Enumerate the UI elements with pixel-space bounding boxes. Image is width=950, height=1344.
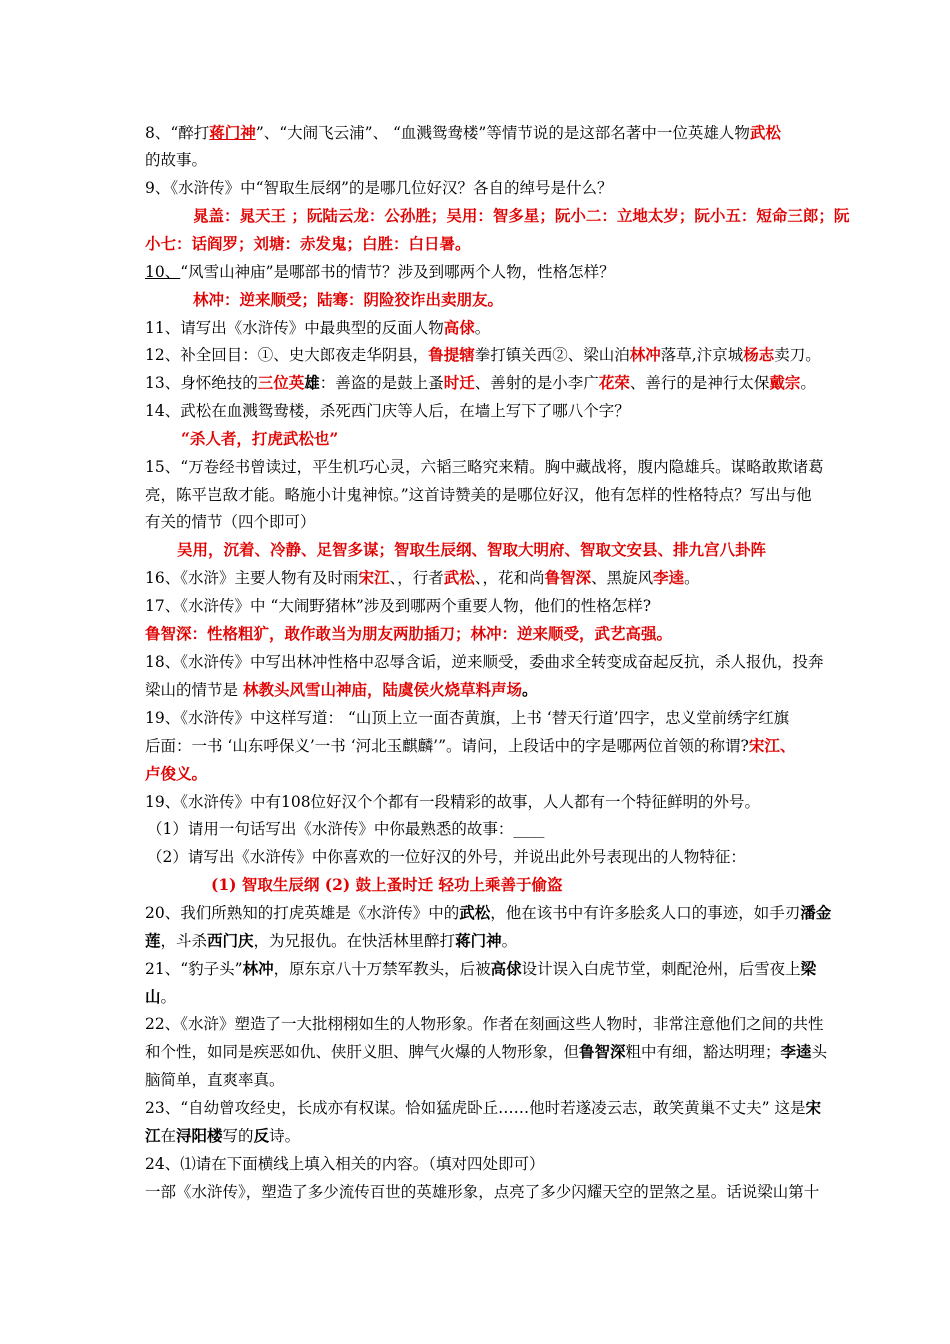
text-line — [193, 202, 905, 230]
answer-text: 杨志 — [743, 345, 775, 364]
text-segment: 24、⑴请在下面横线上填入相关的内容。（填对四处即可） — [145, 1155, 545, 1173]
text-line — [145, 1066, 905, 1094]
text-segment: 21、“豹子头” — [145, 960, 243, 978]
text-segment: 17、《水浒传》中 “大闹野猪林”涉及到哪两个重要人物，他们的性格怎样? — [145, 597, 652, 615]
text-line — [211, 871, 905, 899]
answer-text: 高俅 — [443, 318, 475, 337]
answer-text: 李逵 — [653, 568, 685, 587]
text-line — [147, 843, 905, 871]
answer-text: 花荣 — [598, 373, 630, 392]
text-line — [181, 425, 905, 453]
answer-text: 鲁智深 — [544, 568, 592, 587]
text-segment: 鲁智深 — [579, 1042, 626, 1061]
text-line — [145, 760, 905, 788]
text-segment: 12、补全回目：①、史大郎夜走华阴县， — [145, 346, 429, 364]
answer-text: 蒋门神 — [209, 123, 256, 142]
text-segment: 写的 — [222, 1127, 254, 1145]
text-segment: 在 — [160, 1127, 177, 1145]
text-line — [145, 230, 905, 258]
text-line — [145, 369, 905, 397]
text-line — [145, 620, 905, 648]
text-line — [145, 648, 905, 676]
answer-text: 武松 — [443, 568, 475, 587]
text-line — [145, 899, 905, 927]
text-segment: 潘金 — [800, 903, 832, 922]
text-segment: 拳打镇关西②、梁山泊 — [474, 346, 630, 364]
text-segment: 莲 — [145, 931, 161, 950]
text-segment: 高俅 — [490, 959, 522, 978]
text-line — [147, 815, 905, 843]
answer-text: 林冲：逆来顺受；陆骞：阴险狡诈出卖朋友。 — [193, 290, 504, 309]
text-segment: 头 — [811, 1043, 828, 1061]
text-segment: 16、《水浒》主要人物有及时雨 — [145, 569, 359, 587]
text-segment: 、善射的是小李广 — [474, 374, 599, 392]
answer-text: 三位英 — [257, 373, 305, 392]
answer-text: 鲁智深：性格粗犷，敢作敢当为朋友两肋插刀；林冲：逆来顺受，武艺高强。 — [145, 624, 673, 643]
text-segment: 9、《水浒传》中“智取生辰纲”的是哪几位好汉？各自的绰号是什么？ — [145, 179, 613, 197]
text-segment: 蒋门神 — [455, 931, 502, 950]
text-segment: 粗中有细，豁达明理； — [625, 1043, 781, 1061]
answer-text: 卢俊义。 — [145, 764, 208, 783]
text-segment: 23、“自幼曾攻经史，长成亦有权谋。恰如猛虎卧丘……他时若遂凌云志，敢笑黄巢不丈夫” 这是 — [145, 1099, 806, 1117]
text-segment: 19、《水浒传》中有108位好汉个个都有一段精彩的故事，人人都有一个特征鲜明的外号。 — [145, 793, 761, 811]
text-segment: 脑简单，直爽率真。 — [145, 1071, 285, 1089]
text-line — [145, 1094, 905, 1122]
text-line — [145, 397, 905, 425]
text-line — [145, 314, 905, 342]
text-segment: 、善行的是神行太保 — [629, 374, 770, 392]
text-segment: 10、 — [145, 263, 181, 281]
text-segment: 8、“醉打 — [145, 124, 210, 142]
text-segment: （2）请写出《水浒传》中你喜欢的一位好汉的外号，并说出此外号表现出的人物特征： — [147, 848, 746, 866]
text-line — [145, 592, 905, 620]
text-line — [145, 119, 905, 147]
text-line — [145, 983, 905, 1011]
text-segment: ”、“大闹飞云浦”、 “血溅鸳鸯楼”等情节说的是这部名著中一位英雄人物 — [255, 124, 750, 142]
text-segment: 落草,汴京城 — [660, 346, 744, 364]
text-segment: 有关的情节（四个即可） — [145, 513, 316, 531]
text-segment: 14、武松在血溅鸳鸯楼，杀死西门庆等人后，在墙上写下了哪八个字？ — [145, 402, 630, 420]
text-segment: （1）请用一句话写出《水浒传》中你最熟悉的故事：____ — [147, 820, 545, 838]
text-segment: 和个性，如同是疾恶如仇、侠肝义胆、脾气火爆的人物形象，但 — [145, 1043, 580, 1061]
text-segment: 宋 — [805, 1098, 822, 1117]
text-line — [145, 341, 905, 369]
text-segment: 18、《水浒传》中写出林冲性格中忍辱含诟，逆来顺受，委曲求全转变成奋起反抗，杀人报仇，投奔 — [145, 653, 824, 671]
text-segment: 西门庆 — [207, 931, 254, 950]
text-segment: 19、《水浒传》中这样写道： “山顶上立一面杏黄旗，上书 ‘替天行道’四字，忠义堂前绣字红旗 — [145, 709, 790, 727]
text-segment: 诗。 — [269, 1127, 301, 1145]
text-segment: 11、请写出《水浒传》中最典型的反面人物 — [145, 319, 444, 337]
text-line — [145, 481, 905, 509]
text-segment: 13、身怀绝技的 — [145, 374, 258, 392]
text-segment: 梁山的情节是 — [145, 681, 243, 699]
text-line — [145, 564, 905, 592]
text-segment: 后面：一书 ‘山东呼保义’一书 ‘河北玉麒麟’”。请问，上段话中的字是哪两位首领的称谓? — [145, 737, 749, 755]
text-segment: 、，行者 — [389, 569, 444, 587]
text-line — [145, 453, 905, 481]
text-line — [145, 146, 905, 174]
text-segment: 李逵 — [780, 1042, 812, 1061]
text-line — [145, 927, 905, 955]
text-line — [145, 788, 905, 816]
text-segment: ，为兄报仇。在快活林里醉打 — [253, 932, 456, 950]
text-line — [145, 955, 905, 983]
text-line — [145, 1122, 905, 1150]
text-line — [145, 258, 905, 286]
text-segment: 的故事。 — [145, 151, 208, 169]
text-segment: 梁 — [800, 959, 817, 978]
text-line — [145, 1178, 905, 1206]
answer-text: 时迁 — [443, 373, 475, 392]
text-segment: 一部《水浒传》，塑造了多少流传百世的英雄形象，点亮了多少闪耀天空的罡煞之星。话说梁山第十 — [145, 1183, 820, 1201]
text-line — [177, 536, 905, 564]
text-line — [145, 174, 905, 202]
answer-text: 晁盖：晁天王 ；阮陆云龙：公孙胜；吴用：智多星；阮小二：立地太岁；阮小五：短命三郎；阮 — [193, 206, 850, 225]
text-segment: 22、《水浒》塑造了一大批栩栩如生的人物形象。作者在刻画这些人物时，非常注意他们之间的共性 — [145, 1015, 824, 1033]
answer-text: 鲁提辖 — [428, 345, 475, 364]
answer-text: 武松 — [749, 123, 781, 142]
text-segment: “风雪山神庙”是哪部书的情节？涉及到哪两个人物，性格怎样？ — [180, 263, 615, 281]
text-segment: ，原东京八十万禁军教头，后被 — [273, 960, 491, 978]
text-segment: 。 — [684, 569, 700, 587]
answer-text: 小七：话阎罗；刘塘：赤发鬼；白胜：白日暑。 — [145, 234, 471, 253]
text-segment: 亮，陈平岂敌才能。略施小计鬼神惊。”这首诗赞美的是哪位好汉，他有怎样的性格特点？写出与他 — [145, 486, 812, 504]
text-segment: 。 — [800, 374, 816, 392]
text-segment: 林冲 — [242, 959, 274, 978]
text-line — [145, 676, 905, 704]
answer-text: 宋江 — [358, 568, 390, 587]
text-line — [145, 1038, 905, 1066]
answer-text: 林教头风雪山神庙，陆虞侯火烧草料声场 — [242, 680, 522, 699]
text-segment: 。 — [474, 319, 491, 337]
answer-text: 吴用，沉着、冷静、足智多谋；智取生辰纲、智取大明府、智取文安县、排九宫八卦阵 — [177, 540, 767, 559]
text-segment: 。 — [521, 680, 538, 699]
text-line — [145, 732, 905, 760]
text-segment: 武松 — [459, 903, 491, 922]
text-segment: 江 — [145, 1126, 161, 1145]
text-segment: 。 — [160, 988, 177, 1006]
text-segment: ，他在该书中有许多脍炙人口的事迹，如手刃 — [490, 904, 801, 922]
answer-text: “杀人者，打虎武松也” — [181, 429, 339, 448]
text-line — [145, 704, 905, 732]
text-segment: 卖刀。 — [774, 346, 821, 364]
answer-text: (1) 智取生辰纲 (2) 鼓上蚤时迁 轻功上乘善于偷盗 — [211, 875, 563, 894]
answer-text: 戴宗 — [769, 373, 801, 392]
text-segment: ，斗杀 — [160, 932, 208, 950]
text-segment: ：善盗的是鼓上蚤 — [319, 374, 444, 392]
text-segment: 。 — [501, 932, 518, 950]
answer-text: 宋江、 — [748, 736, 796, 755]
text-segment: 、黑旋风 — [591, 569, 654, 587]
text-segment: 设计误入白虎节堂，刺配沧州，后雪夜上 — [521, 960, 801, 978]
text-segment: 浔阳楼 — [176, 1126, 223, 1145]
text-segment: 20、我们所熟知的打虎英雄是《水浒传》中的 — [145, 904, 460, 922]
text-segment: 山 — [145, 987, 161, 1006]
text-segment: 雄 — [304, 373, 320, 392]
answer-text: 林冲 — [629, 345, 661, 364]
text-segment: 反 — [253, 1126, 270, 1145]
text-line — [145, 1010, 905, 1038]
text-segment: 15、“万卷经书曾读过，平生机巧心灵，六韬三略究来精。胸中藏战将，腹内隐雄兵。谋略敢欺诸葛 — [145, 458, 824, 476]
text-line — [193, 286, 905, 314]
text-line — [145, 508, 905, 536]
text-line — [145, 1150, 905, 1178]
text-segment: 、，花和尚 — [474, 569, 545, 587]
